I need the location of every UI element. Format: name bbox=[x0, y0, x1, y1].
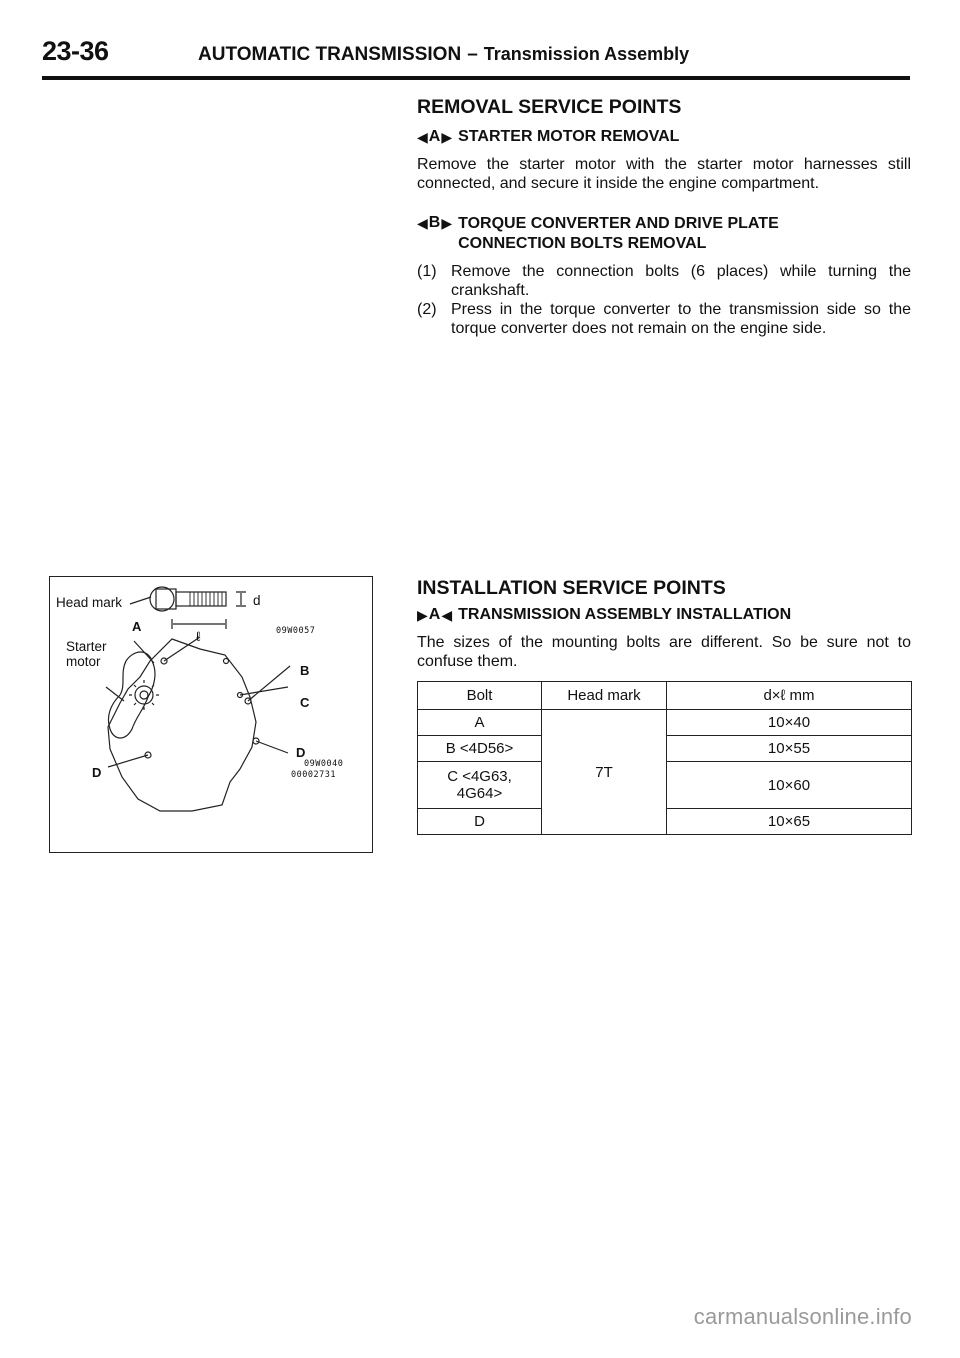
diameter-label: d bbox=[253, 593, 261, 608]
step-text: Remove the connection bolts (6 places) while turning the crankshaft. bbox=[451, 263, 911, 299]
header-rule bbox=[42, 76, 910, 80]
step-number: (1) bbox=[417, 263, 437, 280]
connection-bolts-title-line2: CONNECTION BOLTS REMOVAL bbox=[458, 235, 707, 252]
bolt-diagram bbox=[50, 577, 374, 854]
transmission-installation-title: TRANSMISSION ASSEMBLY INSTALLATION bbox=[458, 606, 792, 623]
installation-heading: INSTALLATION SERVICE POINTS bbox=[417, 577, 726, 599]
table-row bbox=[418, 710, 912, 736]
marker-b-removal-icon: ◀ B ▶ bbox=[417, 214, 453, 231]
header-title bbox=[198, 44, 689, 66]
bolt-d-label: D bbox=[296, 745, 306, 760]
bolt-c-label: C bbox=[300, 695, 310, 710]
size-cell: 10×60 bbox=[667, 762, 912, 809]
section-title: AUTOMATIC TRANSMISSION bbox=[198, 44, 462, 65]
size-cell: 10×40 bbox=[667, 710, 912, 736]
step-text: Press in the torque converter to the transmission side so the torque converter does not remain on the engine side. bbox=[451, 301, 911, 337]
removal-heading: REMOVAL SERVICE POINTS bbox=[417, 96, 682, 118]
marker-a-installation-icon: ▶ A ◀ bbox=[417, 606, 453, 623]
starter-motor-label: Starter motor bbox=[66, 639, 107, 669]
transmission-installation-text: The sizes of the mounting bolts are different. So be sure not to confuse them. bbox=[417, 634, 911, 670]
watermark: carmanualsonline.info bbox=[693, 1304, 912, 1329]
bolt-d-left-label: D bbox=[92, 765, 102, 780]
table-header-row bbox=[418, 682, 912, 710]
size-cell: 10×55 bbox=[667, 736, 912, 762]
page-number: 23-36 bbox=[42, 36, 109, 66]
starter-motor-removal-text: Remove the starter motor with the starter motor harnesses still connected, and secure it inside the engine compartment. bbox=[417, 156, 911, 192]
bolt-cell: D bbox=[418, 809, 542, 835]
title-separator: – bbox=[467, 44, 478, 65]
step-number: (2) bbox=[417, 301, 437, 318]
size-cell: 10×65 bbox=[667, 809, 912, 835]
head-mark-cell: 7T bbox=[542, 710, 667, 835]
transmission-installation-heading bbox=[417, 606, 791, 624]
connection-bolts-removal-heading bbox=[417, 214, 911, 254]
bolt-location-figure bbox=[49, 576, 373, 853]
connection-bolts-steps bbox=[417, 262, 911, 338]
bolt-cell: B <4D56> bbox=[418, 736, 542, 762]
bolt-a-label: A bbox=[132, 619, 142, 634]
figure-code: 00002731 bbox=[291, 770, 336, 780]
starter-motor-removal-title: STARTER MOTOR REMOVAL bbox=[458, 128, 680, 145]
bolt-b-label: B bbox=[300, 663, 310, 678]
bolt-cell: A bbox=[418, 710, 542, 736]
head-mark-label: Head mark bbox=[56, 595, 123, 610]
column-header-size: d×ℓ mm bbox=[667, 682, 912, 710]
length-label: ℓ bbox=[196, 629, 201, 644]
marker-a-removal-icon: ◀ A ▶ bbox=[417, 128, 453, 145]
figure-code: 09W0057 bbox=[276, 626, 316, 636]
step-item bbox=[417, 300, 911, 338]
bolt-cell: C <4G63, 4G64> bbox=[418, 762, 542, 809]
connection-bolts-title-line1: TORQUE CONVERTER AND DRIVE PLATE bbox=[458, 215, 779, 232]
step-item bbox=[417, 262, 911, 300]
starter-motor-removal-heading bbox=[417, 128, 679, 146]
subsection-title: Transmission Assembly bbox=[483, 44, 690, 64]
bolt-size-table bbox=[417, 681, 912, 835]
column-header-bolt: Bolt bbox=[418, 682, 542, 710]
column-header-head-mark: Head mark bbox=[542, 682, 667, 710]
figure-code: 09W0040 bbox=[304, 759, 344, 769]
